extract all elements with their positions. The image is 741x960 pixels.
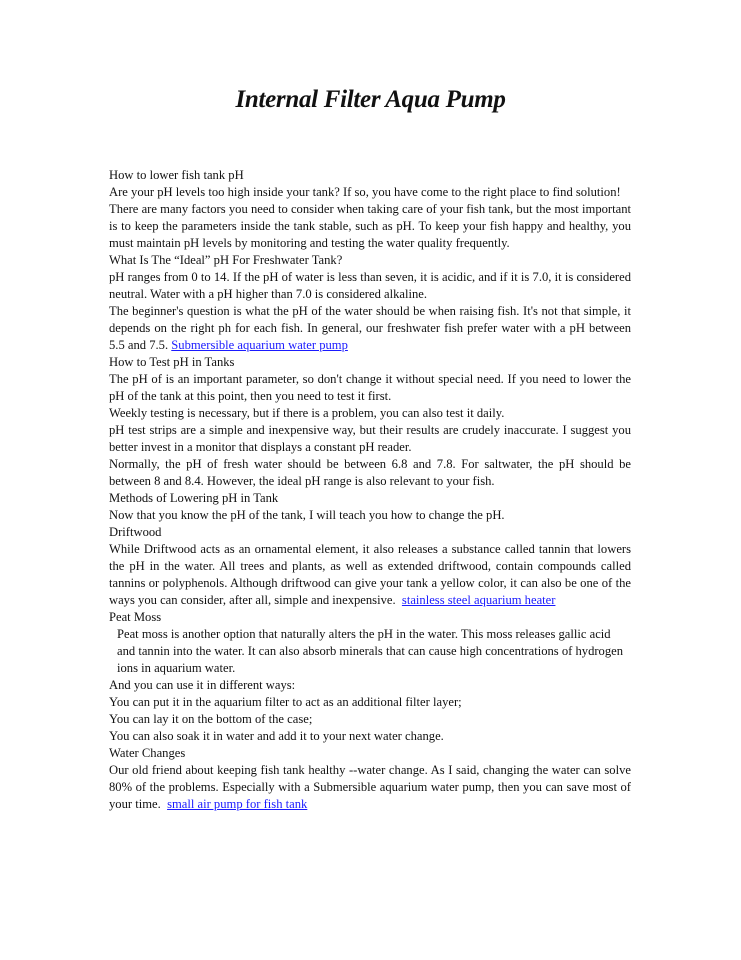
heading-water-changes: Water Changes — [109, 746, 186, 760]
heading-methods: Methods of Lowering pH in Tank — [109, 491, 279, 505]
paragraph-driftwood — [109, 541, 631, 609]
heading-ideal-ph: What Is The “Ideal” pH For Freshwater Tank? — [109, 253, 343, 267]
heading-driftwood: Driftwood — [109, 525, 162, 539]
article-body — [109, 167, 631, 813]
paragraph-now-that: Now that you know the pH of the tank, I will teach you how to change the pH. — [109, 508, 505, 522]
list-item-bottom: You can lay it on the bottom of the case; — [109, 712, 313, 726]
paragraph-ph-parameter: The pH of is an important parameter, so don't change it without special need. If you need to lower the pH of the tank at this point, then you need to test it first. — [109, 372, 631, 403]
paragraph-weekly-testing: Weekly testing is necessary, but if there is a problem, you can also test it daily. — [109, 406, 505, 420]
page-title: Internal Filter Aqua Pump — [235, 86, 506, 113]
paragraph-driftwood-text: While Driftwood acts as an ornamental element, it also releases a substance called tannin that lowers the pH in the water. All trees and plants, as well as extended driftwood, contain compounds called tannins or polyphenols. Although driftwood can give your tank a yellow color, it can also be one of the ways you can consider, after all, simple and inexpensive. — [109, 542, 631, 607]
paragraph-normal-ph: Normally, the pH of fresh water should be between 6.8 and 7.8. For saltwater, the pH should be between 8 and 8.4. However, the ideal pH range is also relevant to your fish. — [109, 457, 631, 488]
paragraph-water-changes-text: Our old friend about keeping fish tank healthy --water change. As I said, changing the water can solve 80% of the problems. Especially with a Submersible aquarium water pump, then you can save most of your time. — [109, 763, 631, 811]
paragraph-water-changes — [109, 762, 631, 813]
paragraph-beginner-text: The beginner's question is what the pH of the water should be when raising fish. It's not that simple, it depends on the right ph for each fish. In general, our freshwater fish prefer water with a pH between 5.5 and 7.5. — [109, 304, 631, 352]
heading-peat-moss: Peat Moss — [109, 610, 162, 624]
paragraph-factors: There are many factors you need to consider when taking care of your fish tank, but the most important is to keep the parameters inside the tank stable, such as pH. To keep your fish happy and healthy, you must maintain pH levels by monitoring and testing the water quality frequently. — [109, 202, 631, 250]
paragraph-test-strips: pH test strips are a simple and inexpensive way, but their results are crudely inaccurate. I suggest you better invest in a monitor that displays a constant pH reader. — [109, 423, 631, 454]
paragraph-ways: And you can use it in different ways: — [109, 678, 296, 692]
paragraph-beginner-question — [109, 303, 631, 354]
link-aquarium-heater[interactable]: stainless steel aquarium heater — [401, 593, 556, 607]
paragraph-ph-range: pH ranges from 0 to 14. If the pH of water is less than seven, it is acidic, and if it is 7.0, it is considered neutral. Water with a pH higher than 7.0 is considered alkaline. — [109, 270, 631, 301]
list-item-soak: You can also soak it in water and add it to your next water change. — [109, 729, 444, 743]
heading-test-ph: How to Test pH in Tanks — [109, 355, 235, 369]
paragraph-intro-question: Are your pH levels too high inside your tank? If so, you have come to the right place to find solution! — [109, 185, 621, 199]
list-item-filter: You can put it in the aquarium filter to act as an additional filter layer; — [109, 695, 462, 709]
heading-lower-ph: How to lower fish tank pH — [109, 168, 244, 182]
paragraph-peat-moss: Peat moss is another option that naturally alters the pH in the water. This moss releases gallic acid and tannin into the water. It can also absorb minerals that can cause high concentrations of hydrogen ions in aquarium water. — [117, 627, 624, 675]
link-submersible-pump[interactable]: Submersible aquarium water pump — [171, 338, 348, 352]
link-air-pump[interactable]: small air pump for fish tank — [167, 797, 308, 811]
